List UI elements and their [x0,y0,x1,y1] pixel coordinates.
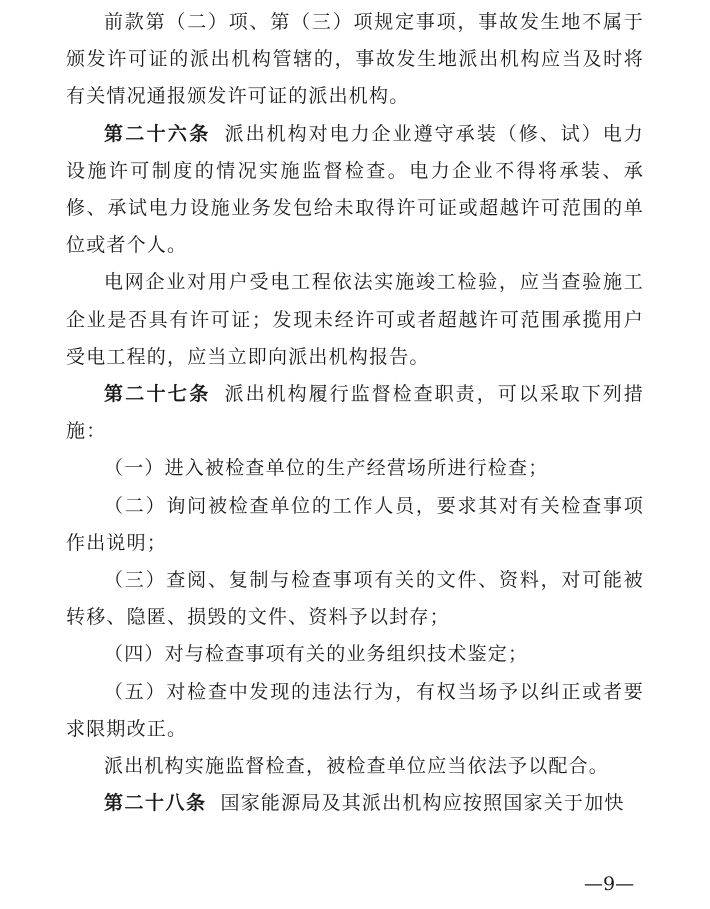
paragraph [66,450,644,487]
paragraph [66,376,644,450]
page-number: —9— [584,873,635,895]
article-heading: 第二十六条 [104,122,211,145]
paragraph [66,785,644,822]
paragraph-text: （一）进入被检查单位的生产经营场所进行检查； [104,457,549,480]
paragraph [66,4,644,116]
paragraph [66,674,644,748]
paragraph [66,264,644,376]
paragraph-text: （三）查阅、复制与检查事项有关的文件、资料，对可能被转移、隐匿、损毁的文件、资料予以封存； [66,569,644,629]
article-heading: 第二十八条 [104,792,207,815]
paragraph [66,488,644,562]
paragraph-text: 前款第（二）项、第（三）项规定事项，事故发生地不属于颁发许可证的派出机构管辖的，事故发生地派出机构应当及时将有关情况通报颁发许可证的派出机构。 [66,11,644,108]
document-body [66,4,644,822]
paragraph [66,636,644,673]
paragraph [66,748,644,785]
paragraph-text: 派出机构实施监督检查，被检查单位应当依法予以配合。 [104,755,610,778]
paragraph-text: （四）对与检查事项有关的业务组织技术鉴定； [104,643,529,666]
paragraph-text: 派出机构履行监督检查职责，可以采取下列措施： [66,383,644,443]
paragraph-text: 电网企业对用户受电工程依法实施竣工检验，应当查验施工企业是否具有许可证；发现未经许可或者超越许可范围承揽用户受电工程的，应当立即向派出机构报告。 [66,271,644,368]
paragraph-text: （二）询问被检查单位的工作人员，要求其对有关检查事项作出说明； [66,494,644,554]
article-heading: 第二十七条 [104,383,211,406]
paragraph [66,116,644,265]
paragraph [66,562,644,636]
paragraph-text: 国家能源局及其派出机构应按照国家关于加快 [220,792,625,815]
paragraph-text: （五）对检查中发现的违法行为，有权当场予以纠正或者要求限期改正。 [66,680,644,740]
paragraph-text: 派出机构对电力企业遵守承装（修、试）电力设施许可制度的情况实施监督检查。电力企业不得将承装、承修、承试电力设施业务发包给未取得许可证或超越许可范围的单位或者个人。 [66,122,644,257]
